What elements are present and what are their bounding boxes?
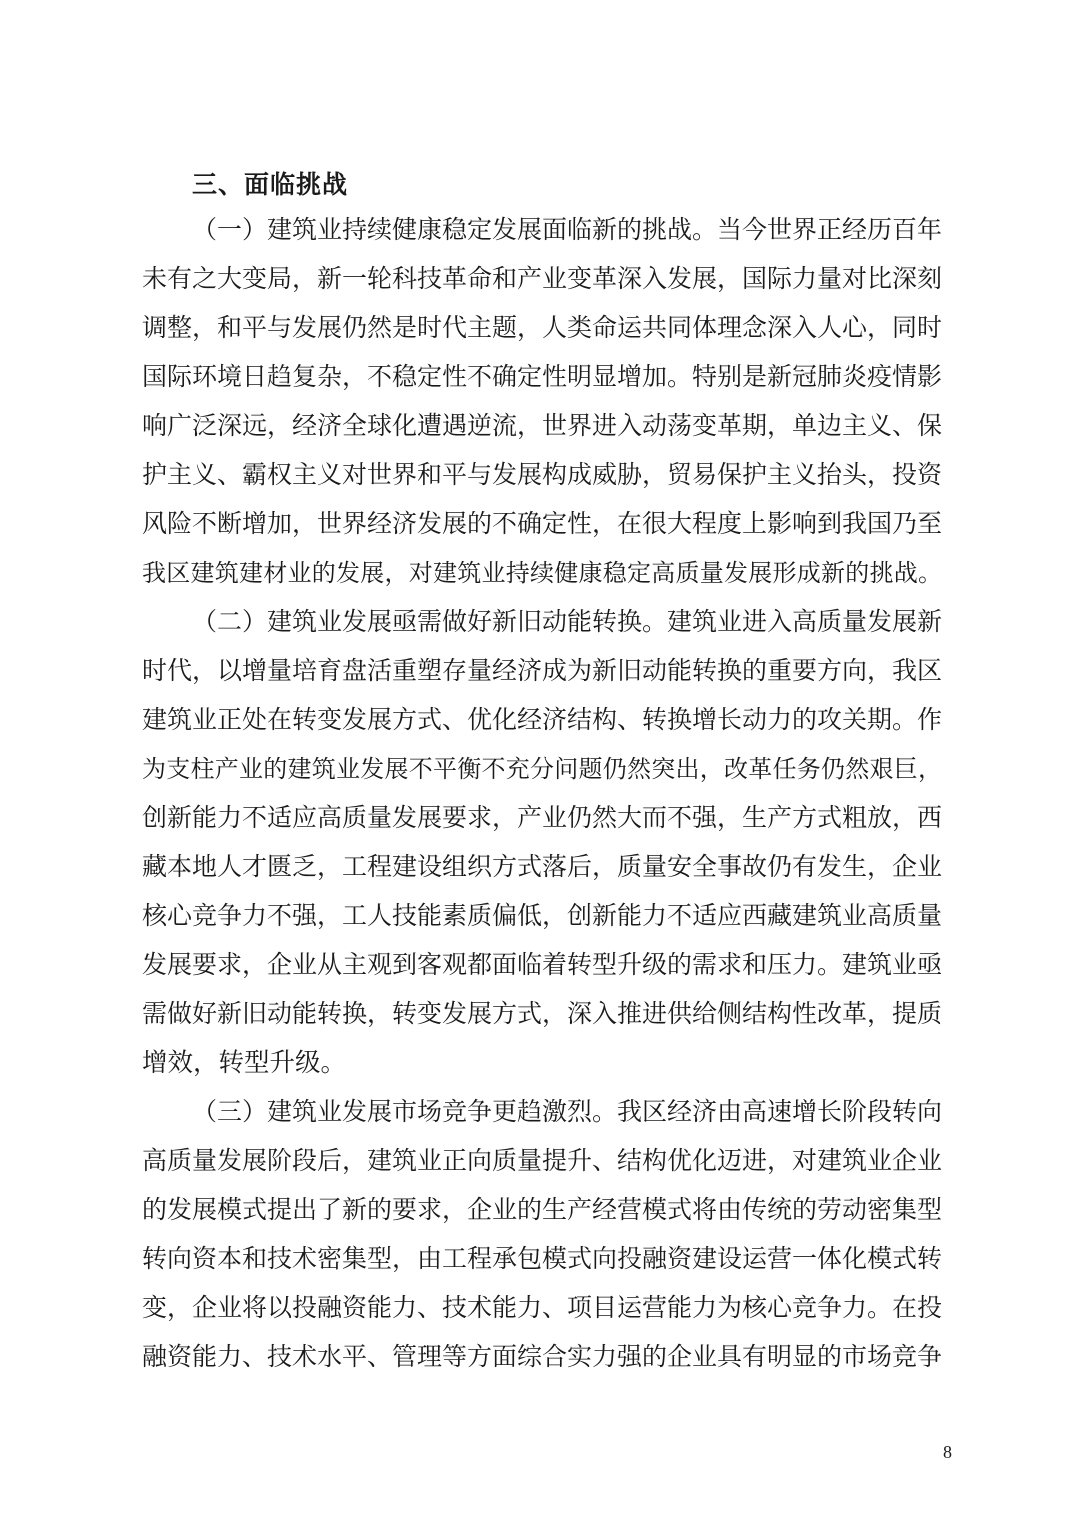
paragraph-lead: （二）建筑业发展亟需做好新旧动能转换。 [192, 607, 668, 636]
paragraph-line: 变，企业将以投融资能力、技术能力、项目运营能力为核心竞争力。在投 [142, 1293, 943, 1322]
paragraph-line: 响广泛深远，经济全球化遭遇逆流，世界进入动荡变革期，单边主义、保 [142, 411, 943, 440]
section-heading: 三、面临挑战 [192, 170, 349, 199]
paragraph-line: 需做好新旧动能转换，转变发展方式，深入推进供给侧结构性改革，提质 [142, 999, 943, 1028]
paragraph-line: 风险不断增加，世界经济发展的不确定性，在很大程度上影响到我国乃至 [142, 509, 943, 538]
paragraph-line [192, 1092, 942, 1132]
paragraph-line: 发展要求，企业从主观到客观都面临着转型升级的需求和压力。建筑业亟 [142, 950, 943, 979]
paragraph-text: 我区经济由高速增长阶段转向 [617, 1097, 943, 1126]
paragraph-line: 国际环境日趋复杂，不稳定性不确定性明显增加。特别是新冠肺炎疫情影 [142, 362, 943, 391]
paragraph-line: 藏本地人才匮乏，工程建设组织方式落后，质量安全事故仍有发生，企业 [142, 852, 943, 881]
paragraph-line: 我区建筑建材业的发展，对建筑业持续健康稳定高质量发展形成新的挑战。 [142, 559, 942, 587]
paragraph-lead: （三）建筑业发展市场竞争更趋激烈。 [192, 1097, 618, 1126]
paragraph-line: 未有之大变局，新一轮科技革命和产业变革深入发展，国际力量对比深刻 [142, 264, 943, 293]
paragraph-line: 核心竞争力不强，工人技能素质偏低，创新能力不适应西藏建筑业高质量 [142, 901, 943, 930]
paragraph-text: 建筑业进入高质量发展新 [667, 607, 943, 636]
paragraph-text: 当今世界正经历百年 [717, 215, 943, 244]
paragraph-line: 高质量发展阶段后，建筑业正向质量提升、结构优化迈进，对建筑业企业 [142, 1146, 943, 1175]
paragraph-line: 时代，以增量培育盘活重塑存量经济成为新旧动能转换的重要方向，我区 [142, 656, 943, 685]
page-number: 8 [943, 1442, 952, 1462]
paragraph-line: 护主义、霸权主义对世界和平与发展构成威胁，贸易保护主义抬头，投资 [142, 460, 943, 489]
paragraph-lead: （一）建筑业持续健康稳定发展面临新的挑战。 [192, 215, 718, 244]
paragraph-line: 调整，和平与发展仍然是时代主题，人类命运共同体理念深入人心，同时 [142, 313, 943, 342]
paragraph-line: 的发展模式提出了新的要求，企业的生产经营模式将由传统的劳动密集型 [142, 1195, 943, 1224]
paragraph-line: 创新能力不适应高质量发展要求，产业仍然大而不强，生产方式粗放，西 [142, 803, 943, 832]
paragraph-line: 转向资本和技术密集型，由工程承包模式向投融资建设运营一体化模式转 [142, 1244, 943, 1273]
paragraph-line [192, 210, 942, 250]
paragraph-line: 增效，转型升级。 [142, 1048, 347, 1078]
paragraph-line: 建筑业正处在转变发展方式、优化经济结构、转换增长动力的攻关期。作 [142, 705, 943, 734]
paragraph-line [192, 602, 942, 642]
paragraph-line: 融资能力、技术水平、管理等方面综合实力强的企业具有明显的市场竞争 [142, 1342, 943, 1371]
paragraph-line: 为支柱产业的建筑业发展不平衡不充分问题仍然突出，改革任务仍然艰巨， [142, 755, 942, 783]
